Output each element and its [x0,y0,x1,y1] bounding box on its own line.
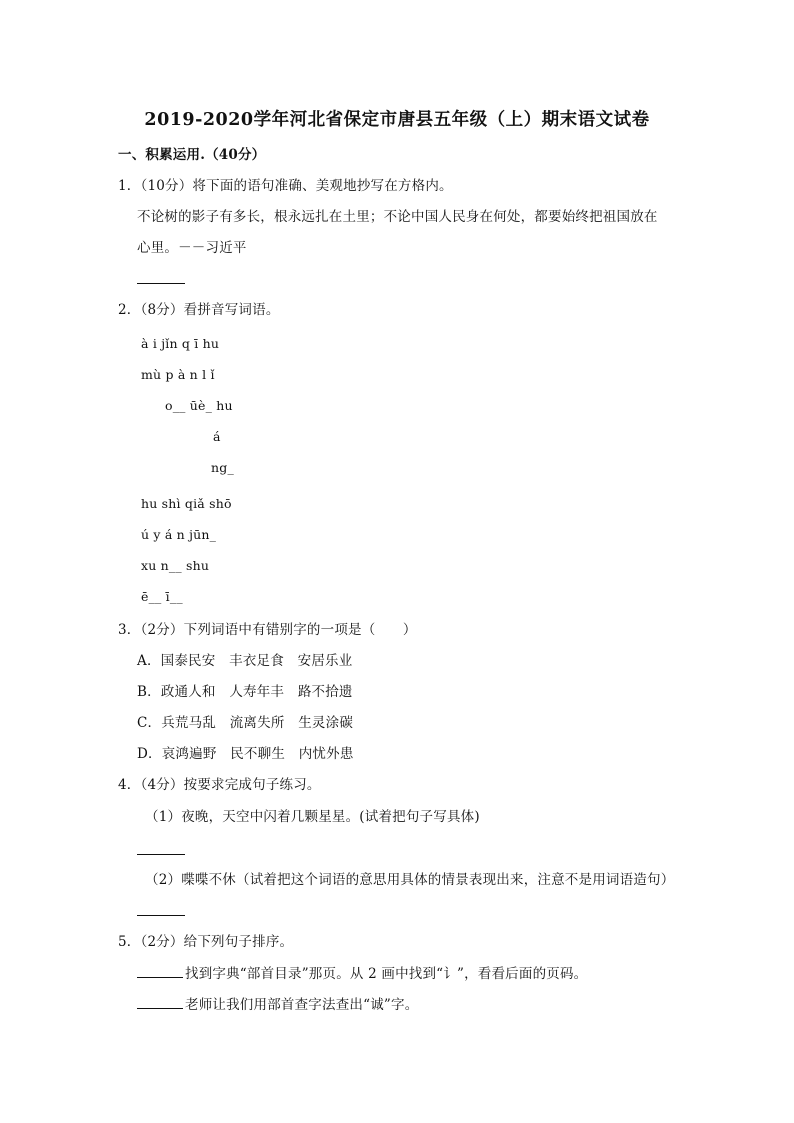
pinyin-line: xu n__ shu [141,558,210,573]
option-d[interactable]: D．哀鸿遍野 民不聊生 内忧外患 [137,746,354,762]
question-5-line-2-text: 老师让我们用部首查字法查出“诚”字。 [185,997,419,1013]
question-1-text-line-2: 心里。－－习近平 [137,240,247,256]
question-4-sub-2-answer-blank[interactable] [137,915,185,916]
question-5-order-blank-1[interactable] [137,977,183,978]
option-a[interactable]: A．国泰民安 丰衣足食 安居乐业 [137,653,353,669]
question-1-text-line-1: 不论树的影子有多长，根永远扎在土里；不论中国人民身在何处，都要始终把祖国放在 [137,209,658,225]
pinyin-line: mù p à n l ǐ [141,367,215,382]
question-5-line-2 [137,996,418,1014]
pinyin-line: o__ ūè_ hu [165,398,233,413]
question-1-stem: 1．（10分）将下面的语句准确、美观地抄写在方格内。 [118,178,453,194]
question-5-line-1-text: 找到字典“部首目录”那页。从 2 画中找到“讠”，看看后面的页码。 [185,966,588,982]
option-b[interactable]: B．政通人和 人寿年丰 路不拾遗 [137,684,353,700]
pinyin-line: ng_ [211,460,234,475]
question-3-stem: 3．（2分）下列词语中有错别字的一项是（ ） [118,622,417,638]
option-c[interactable]: C．兵荒马乱 流离失所 生灵涂碳 [137,715,354,731]
question-4-sub-1: （1）夜晚，天空中闪着几颗星星。(试着把句子写具体) [145,809,480,825]
question-4-sub-1-answer-blank[interactable] [137,854,185,855]
pinyin-line: à i jǐn q ī hu [141,336,220,351]
question-1-answer-blank[interactable] [137,283,185,284]
pinyin-line: hu shì qiǎ shō [141,496,232,511]
question-4-stem: 4．（4分）按要求完成句子练习。 [118,777,321,793]
question-5-line-1 [137,965,587,983]
section-heading: 一、积累运用.（40分） [118,147,266,163]
question-5-stem: 5．（2分）给下列句子排序。 [118,934,294,950]
pinyin-line: á [213,429,221,444]
question-4-sub-2: （2）喋喋不休（试着把这个词语的意思用具体的情景表现出来，注意不是用词语造句） [145,872,675,888]
question-2-stem: 2．（8分）看拼音写词语。 [118,302,280,318]
pinyin-line: ē__ ī__ [141,589,183,604]
question-5-order-blank-2[interactable] [137,1008,183,1009]
page-title: 2019-2020学年河北省保定市唐县五年级（上）期末语文试卷 [144,110,650,130]
pinyin-line: ú y á n jūn_ [141,527,217,542]
